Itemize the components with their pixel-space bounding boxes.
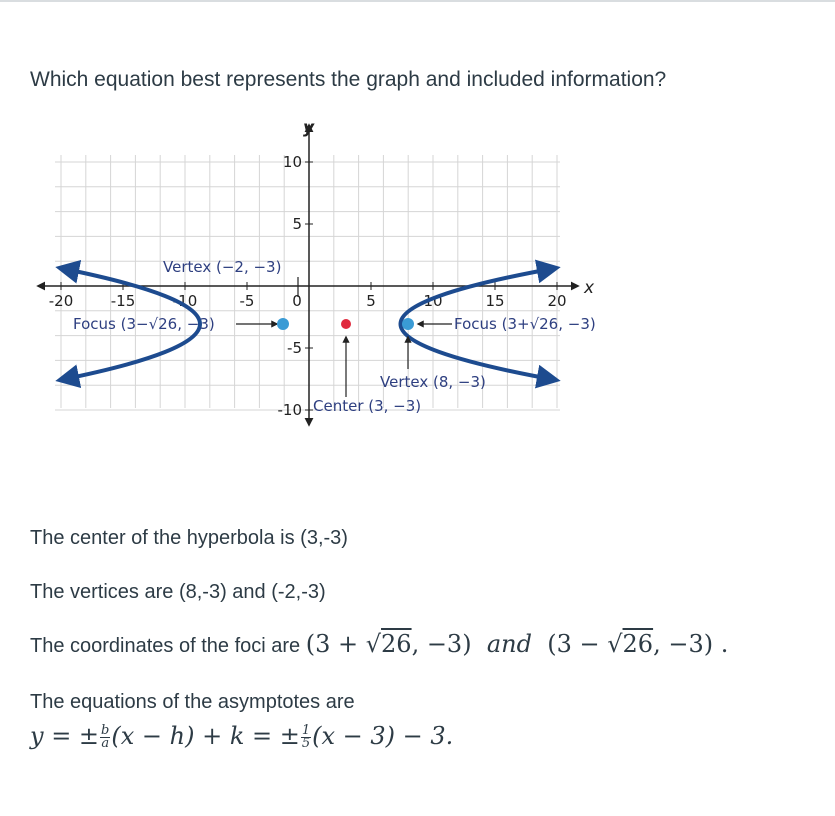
sqrt-icon: √ [607, 630, 623, 658]
sqrt-icon: √ [365, 630, 382, 658]
fraction-b-over-a [100, 725, 110, 750]
top-divider [0, 0, 835, 2]
x-tick-label: 5 [366, 292, 376, 310]
asymptote-mid: (x − h) + k = ± [111, 722, 300, 750]
x-axis-label: x [584, 278, 595, 298]
center-label: Center (3, −3) [313, 397, 422, 415]
foci-b-close: , −3) [653, 630, 714, 658]
frac1-num: b [101, 723, 110, 738]
foci-statement [30, 630, 728, 658]
x-tick-label: 20 [547, 292, 567, 310]
foci-a-open: (3 + [305, 630, 366, 658]
x-tick-label: 10 [423, 292, 443, 310]
y-tick-label: 10 [282, 153, 302, 171]
y-tick-label: -10 [277, 401, 302, 419]
frac2-num: 1 [301, 723, 311, 738]
axes [38, 125, 578, 425]
center-point [341, 319, 351, 329]
vertex-right-label: Vertex (8, −3) [380, 373, 486, 391]
question-text: Which equation best represents the graph and included information? [30, 68, 667, 91]
x-tick-label: 15 [485, 292, 505, 310]
foci-b-open: (3 − [547, 630, 608, 658]
x-tick-label: -10 [172, 292, 198, 310]
foci-and: and [486, 630, 532, 658]
y-axis-label: y [303, 118, 315, 138]
x-tick-label: -20 [48, 292, 74, 310]
hyperbola-graph [0, 115, 835, 445]
asymptote-lhs: y = ± [30, 722, 100, 750]
foci-end: . [720, 630, 729, 658]
asymptote-math [30, 722, 453, 750]
foci-prefix: The coordinates of the foci are [30, 635, 301, 657]
center-statement: The center of the hyperbola is (3,-3) [30, 527, 348, 549]
foci-equation [306, 630, 729, 658]
y-tick-label: -5 [287, 339, 302, 357]
foci-a-close: , −3) [411, 630, 472, 658]
focus-left-point [277, 318, 289, 330]
focus-right-point [402, 318, 414, 330]
vertex-left-label: Vertex (−2, −3) [163, 258, 282, 276]
focus-right-label: Focus (3+√26, −3) [454, 315, 596, 333]
asymptotes-statement: The equations of the asymptotes are [30, 691, 355, 713]
frac2-den: 5 [301, 736, 311, 751]
foci-b-radicand: 26 [622, 630, 654, 658]
vertices-statement: The vertices are (8,-3) and (-2,-3) [30, 581, 326, 603]
x-tick-label: -5 [239, 292, 255, 310]
foci-a-radicand: 26 [381, 630, 412, 658]
x-tick-label: -15 [110, 292, 136, 310]
y-tick-label: 5 [292, 215, 302, 233]
fraction-one-fifth [301, 725, 311, 750]
focus-left-label: Focus (3−√26, −3) [73, 315, 215, 333]
frac1-den: a [101, 736, 110, 751]
asymptote-rhs: (x − 3) − 3. [312, 722, 454, 750]
x-tick-label: 0 [292, 292, 302, 310]
asymptote-equation [30, 722, 453, 750]
